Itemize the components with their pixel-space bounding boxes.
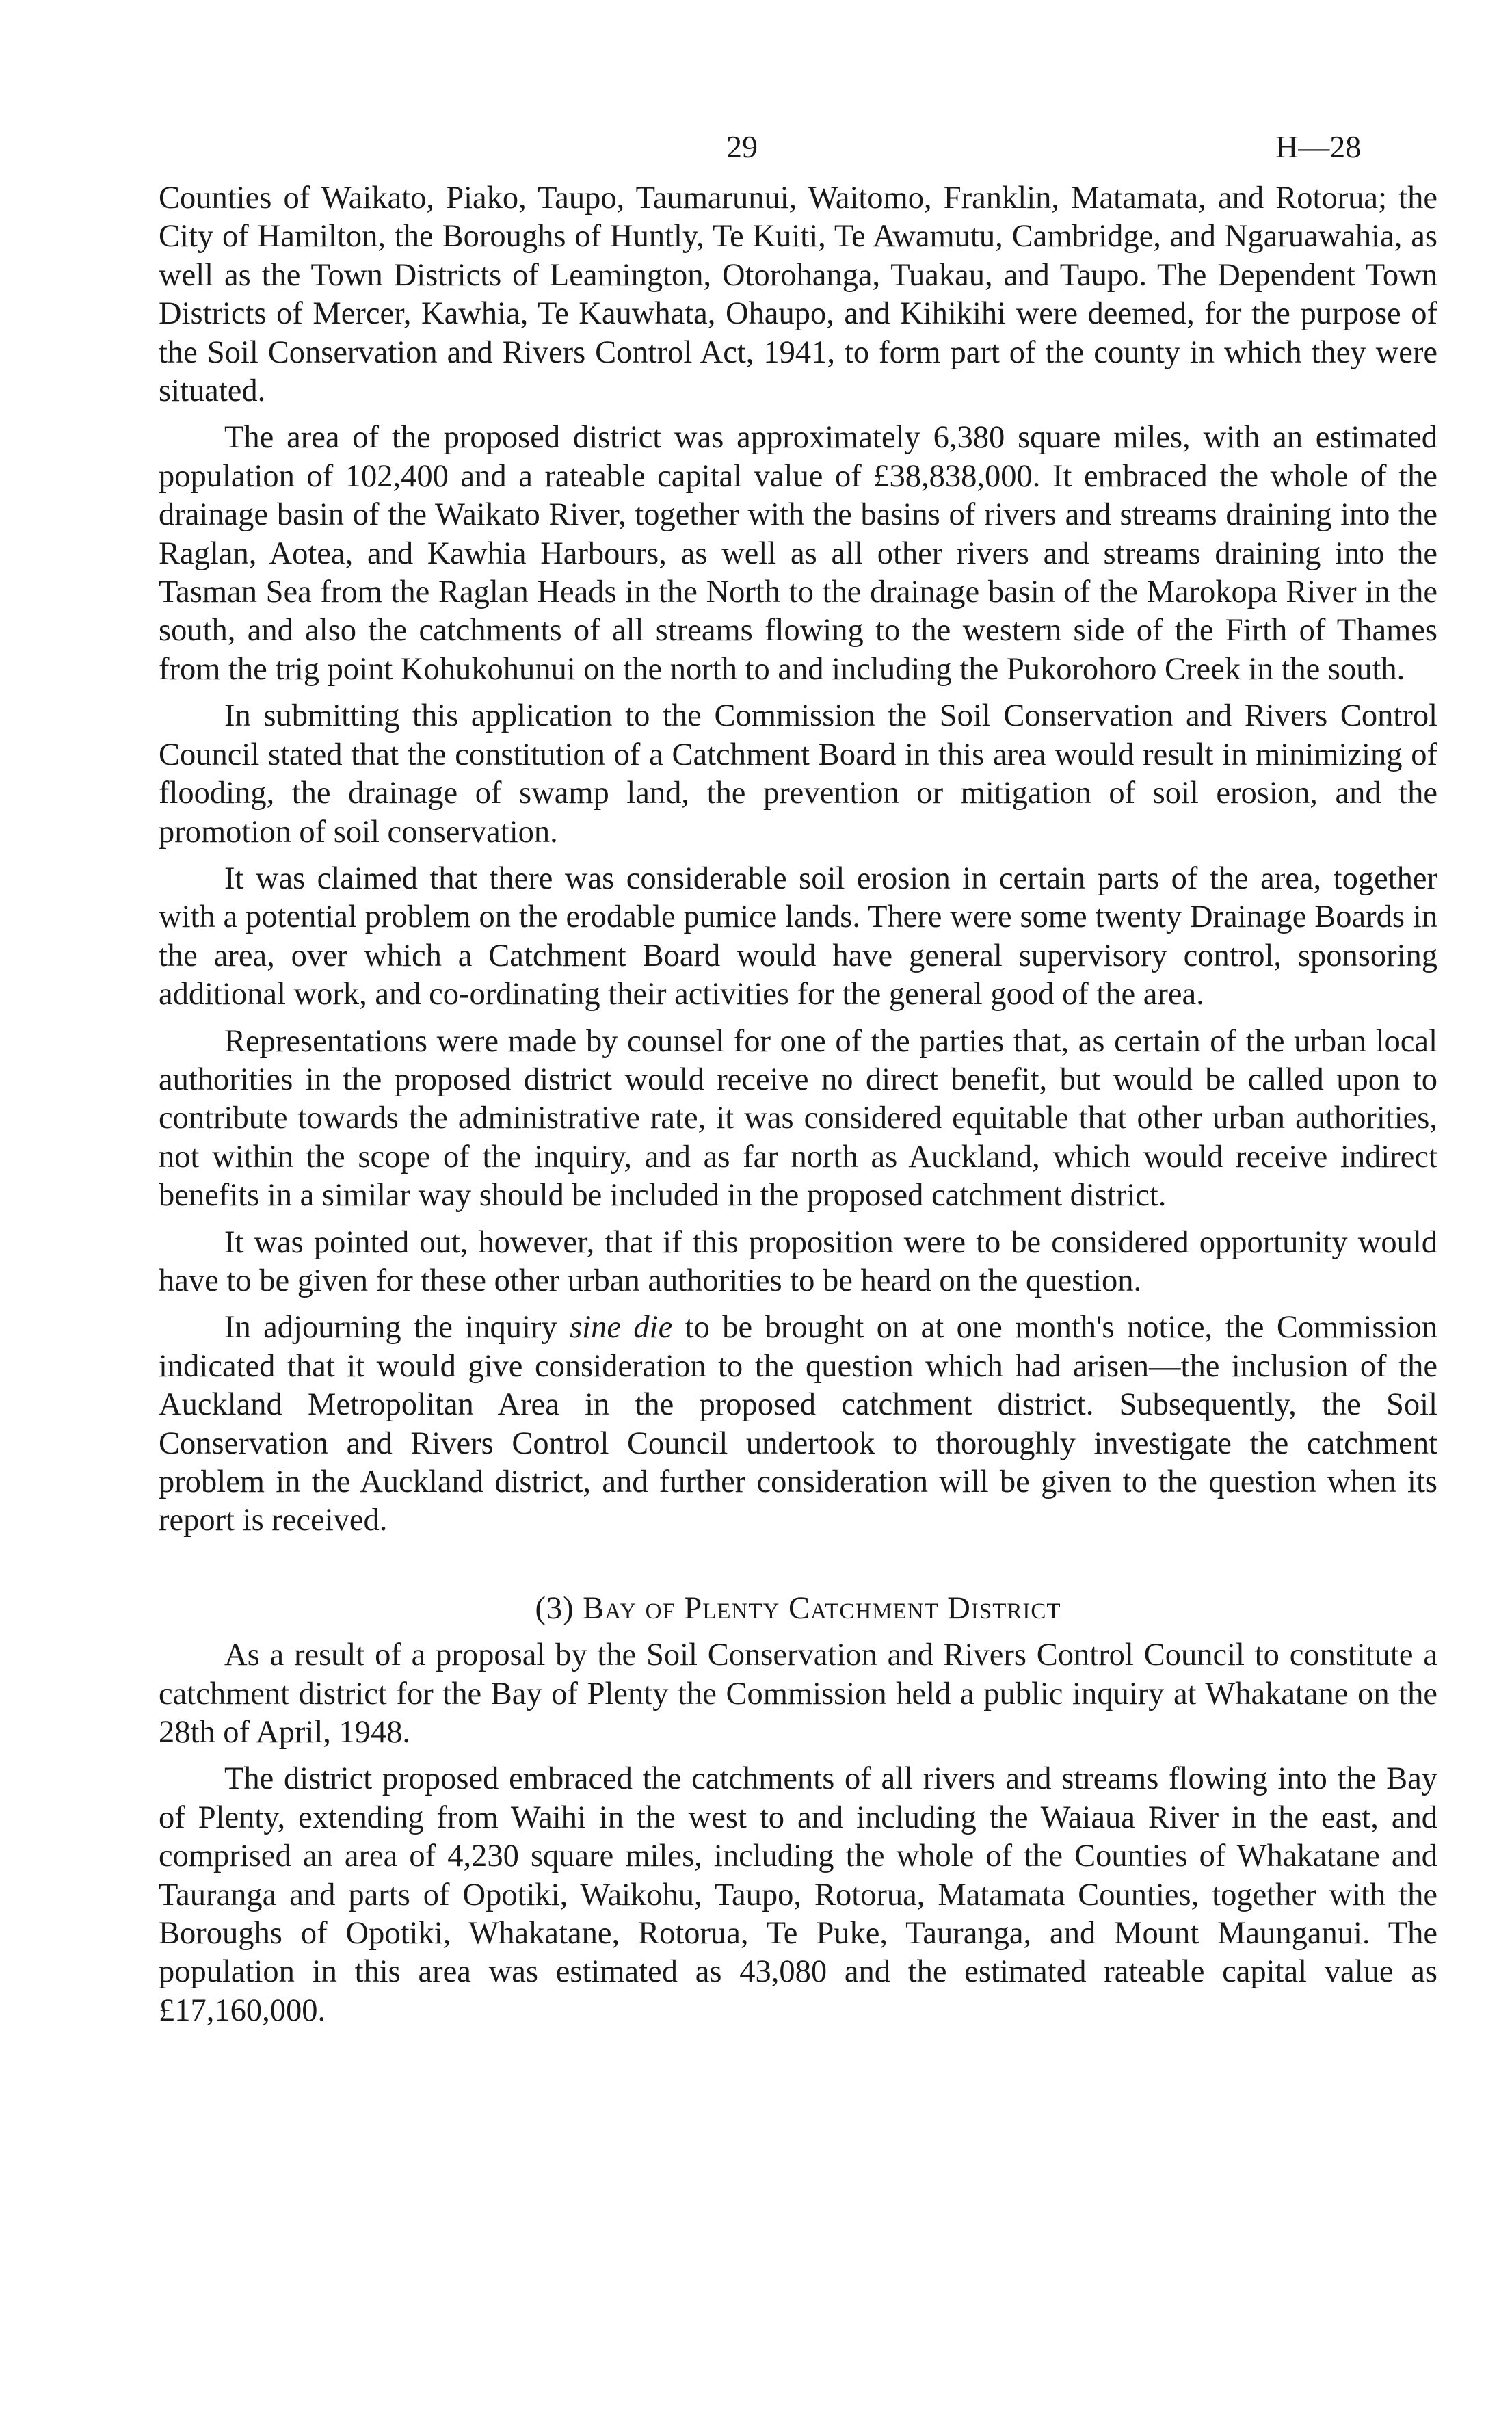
paragraph-representations: Representations were made by counsel for one of the parties that, as certain of the urban local authorities in the proposed district would receive no direct benefit, but would be called upon to contribute towards the administrative rate, it was considered equitable that other urban authorities, not within the scope of the inquiry, and as far north as Auckland, which would receive indirect benefits in a similar way should be included in the proposed catchment district. (159, 1023, 1437, 1213)
adjourning-text-start: In adjourning the inquiry (224, 1310, 570, 1345)
paragraph-continuation: Counties of Waikato, Piako, Taupo, Taumarunui, Waitomo, Franklin, Matamata, and Rotorua; the City of Hamilton, the Boroughs of Huntly, Te Kuiti, Te Awamutu, Cambridge, and Ngaruawahia, as well as the Town Districts of Leamington, Otorohanga, Tuakau, and Taupo. The Dependent Town Districts of Mercer, Kawhia, Te Kauwhata, Ohaupo, and Kihikihi were deemed, for the purpose of the Soil Conservation and Rivers Control Act, 1941, to form part of the county in which they were situated. (159, 181, 1437, 409)
section-number: (3) (535, 1590, 574, 1626)
page-header (0, 129, 1512, 170)
paragraph-adjourning (159, 1309, 1437, 1540)
adjourning-italic-phrase: sine die (570, 1310, 673, 1345)
paragraph-district-area: The area of the proposed district was approximately 6,380 square miles, with an estimated population of 102,400 and a rateable capital value of £38,838,000. It embraced the whole of the drainage basin of the Waikato River, together with the basins of rivers and streams draining into the Raglan, Aotea, and Kawhia Harbours, as well as all other rivers and streams draining into the Tasman Sea from the Raglan Heads in the North to the drainage basin of the Marokopa River in the south, and also the catchments of all streams flowing to the western side of the Firth of Thames from the trig point Kohukohunui on the north to and including the Pukorohoro Creek in the south. (159, 420, 1437, 687)
adjourning-text-end: to be brought on at one month's notice, the Commission indicated that it would give consideration to the question which had arisen—the inclusion of the Auckland Metropolitan Area in the proposed catchment district. Subsequently, the Soil Conservation and Rivers Control Council undertook to thoroughly investigate the catchment problem in the Auckland district, and further consideration will be given to the question when its report is received. (159, 1310, 1437, 1538)
document-reference: H—28 (1275, 129, 1362, 164)
paragraph-application: In submitting this application to the Commission the Soil Conservation and Rivers Control Council stated that the constitution of a Catchment Board in this area would result in minimizing of flooding, the drainage of swamp land, the prevention or mitigation of soil erosion, and the promotion of soil conservation. (159, 698, 1437, 850)
paragraph-pointed-out: It was pointed out, however, that if this proposition were to be considered opportunity would have to be given for these other urban authorities to be heard on the question. (159, 1224, 1437, 1298)
section-title: Bay of Plenty Catchment District (583, 1590, 1061, 1626)
section-heading (159, 1590, 1437, 1628)
paragraph-soil-erosion: It was claimed that there was considerable soil erosion in certain parts of the area, together with a potential problem on the erodable pumice lands. There were some twenty Drainage Boards in the area, over which a Catchment Board would have general supervisory control, sponsoring additional work, and co-ordinating their activities for the general good of the area. (159, 860, 1437, 1012)
document-body (159, 179, 1437, 2030)
page-number: 29 (726, 129, 758, 164)
paragraph-bop-proposal: As a result of a proposal by the Soil Conservation and Rivers Control Council to constitute a catchment district for the Bay of Plenty the Commission held a public inquiry at Whakatane on the 28th of April, 1948. (159, 1638, 1437, 1750)
paragraph-bop-district: The district proposed embraced the catchments of all rivers and streams flowing into the Bay of Plenty, extending from Waihi in the west to and including the Waiaua River in the east, and comprised an area of 4,230 square miles, including the whole of the Counties of Whakatane and Tauranga and parts of Opotiki, Waikohu, Taupo, Rotorua, Matamata Counties, together with the Boroughs of Opotiki, Whakatane, Rotorua, Te Puke, Tauranga, and Mount Maunganui. The population in this area was estimated as 43,080 and the estimated rateable capital value as £17,160,000. (159, 1761, 1437, 2028)
